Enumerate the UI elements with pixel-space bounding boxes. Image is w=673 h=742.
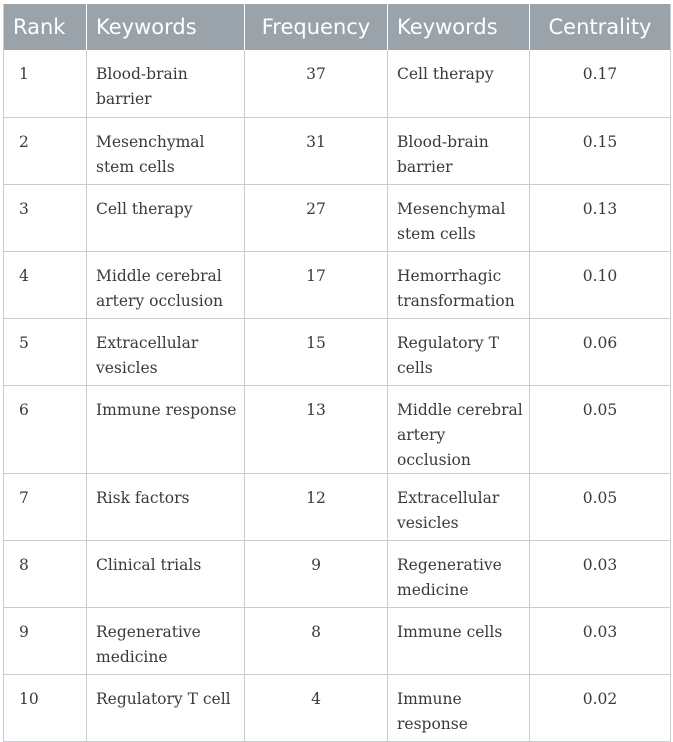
frequency-cell: 15: [245, 318, 388, 385]
header-row: [4, 4, 671, 50]
header-keywords-frequency: Keywords: [87, 4, 245, 50]
keyword-frequency-cell: Clinical trials: [87, 540, 245, 607]
frequency-cell: 13: [245, 385, 388, 473]
keyword-frequency-cell: Middle cerebral artery occlusion: [87, 251, 245, 318]
rank-cell: 7: [4, 473, 87, 540]
header-rank: Rank: [4, 4, 87, 50]
frequency-cell: 8: [245, 607, 388, 674]
keyword-centrality-cell: Immune cells: [388, 607, 530, 674]
table-body: [4, 50, 671, 741]
centrality-cell: 0.03: [530, 607, 671, 674]
centrality-cell: 0.05: [530, 473, 671, 540]
table-row: [4, 607, 671, 674]
table-row: [4, 318, 671, 385]
frequency-cell: 27: [245, 184, 388, 251]
rank-cell: 3: [4, 184, 87, 251]
centrality-cell: 0.13: [530, 184, 671, 251]
frequency-cell: 37: [245, 50, 388, 117]
header-keywords-centrality: Keywords: [388, 4, 530, 50]
centrality-cell: 0.02: [530, 674, 671, 741]
centrality-cell: 0.05: [530, 385, 671, 473]
centrality-cell: 0.17: [530, 50, 671, 117]
frequency-cell: 9: [245, 540, 388, 607]
centrality-cell: 0.15: [530, 117, 671, 184]
frequency-cell: 4: [245, 674, 388, 741]
keyword-centrality-cell: Hemorrhagic transformation: [388, 251, 530, 318]
table-row: [4, 117, 671, 184]
table-row: [4, 251, 671, 318]
rank-cell: 9: [4, 607, 87, 674]
rank-cell: 5: [4, 318, 87, 385]
table-row: [4, 674, 671, 741]
frequency-cell: 17: [245, 251, 388, 318]
frequency-cell: 12: [245, 473, 388, 540]
keyword-frequency-cell: Risk factors: [87, 473, 245, 540]
keyword-frequency-cell: Cell therapy: [87, 184, 245, 251]
table-header: [4, 4, 671, 50]
table-row: [4, 50, 671, 117]
keyword-centrality-cell: Mesenchymal stem cells: [388, 184, 530, 251]
keyword-frequency-cell: Blood-brain barrier: [87, 50, 245, 117]
keyword-frequency-cell: Immune response: [87, 385, 245, 473]
keyword-frequency-cell: Regulatory T cell: [87, 674, 245, 741]
table-row: [4, 385, 671, 473]
keyword-centrality-cell: Blood-brain barrier: [388, 117, 530, 184]
keyword-centrality-cell: Middle cerebral artery occlusion: [388, 385, 530, 473]
keyword-frequency-cell: Extracellular vesicles: [87, 318, 245, 385]
header-centrality: Centrality: [530, 4, 671, 50]
centrality-cell: 0.10: [530, 251, 671, 318]
table-row: [4, 540, 671, 607]
keyword-centrality-cell: Cell therapy: [388, 50, 530, 117]
rank-cell: 1: [4, 50, 87, 117]
frequency-cell: 31: [245, 117, 388, 184]
header-frequency: Frequency: [245, 4, 388, 50]
keyword-centrality-cell: Immune response: [388, 674, 530, 741]
keyword-centrality-cell: Regulatory T cells: [388, 318, 530, 385]
table-row: [4, 473, 671, 540]
keywords-table-container: [3, 4, 670, 742]
rank-cell: 6: [4, 385, 87, 473]
keyword-frequency-cell: Mesenchymal stem cells: [87, 117, 245, 184]
centrality-cell: 0.06: [530, 318, 671, 385]
keyword-centrality-cell: Regenerative medicine: [388, 540, 530, 607]
keyword-frequency-cell: Regenerative medicine: [87, 607, 245, 674]
keywords-table: [3, 4, 671, 742]
keyword-centrality-cell: Extracellular vesicles: [388, 473, 530, 540]
table-row: [4, 184, 671, 251]
rank-cell: 4: [4, 251, 87, 318]
rank-cell: 10: [4, 674, 87, 741]
rank-cell: 8: [4, 540, 87, 607]
centrality-cell: 0.03: [530, 540, 671, 607]
rank-cell: 2: [4, 117, 87, 184]
